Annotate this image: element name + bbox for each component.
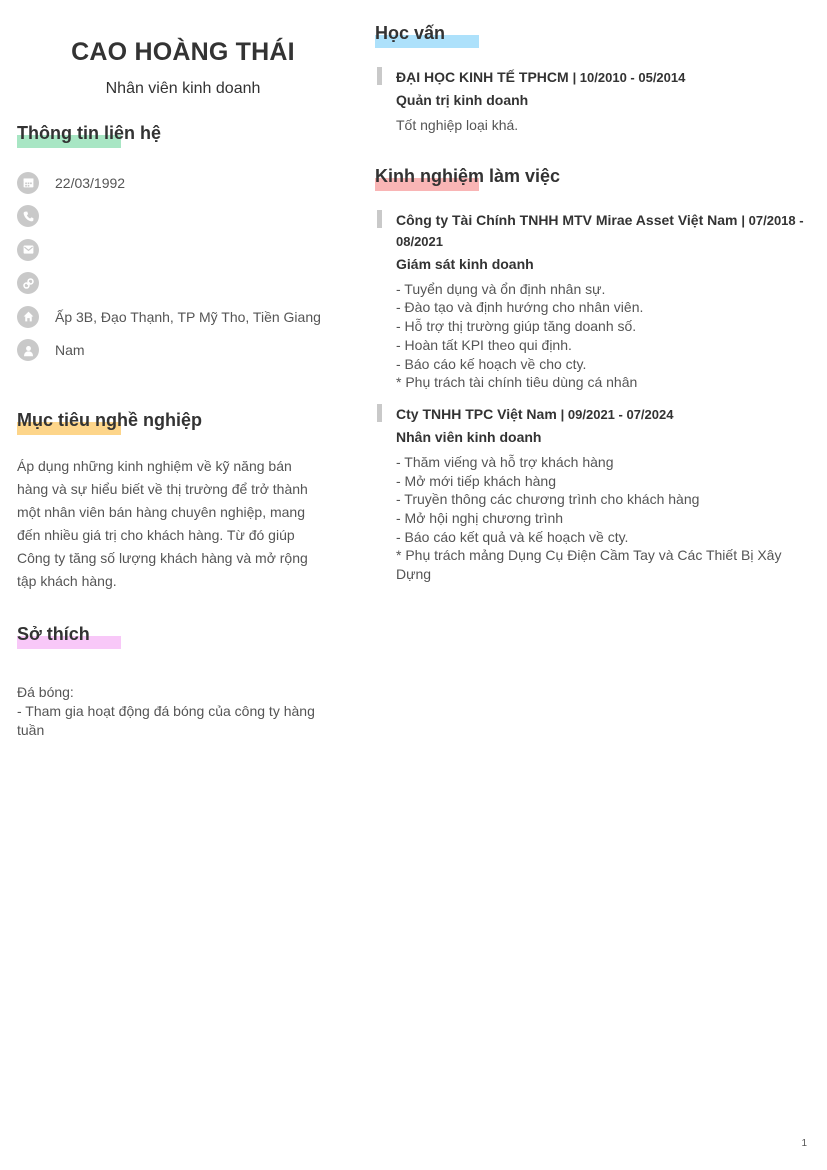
duty-line: - Đào tạo và định hướng cho nhân viên.: [396, 299, 644, 316]
school-name: ĐẠI HỌC KINH TẾ TPHCM: [396, 69, 569, 85]
phone-icon: [17, 205, 39, 227]
contact-address: [17, 300, 337, 334]
contact-birthday: [17, 166, 337, 200]
home-icon: [17, 306, 39, 328]
duty-line: - Tuyển dụng và ổn định nhân sự.: [396, 280, 606, 297]
contact-value: 22/03/1992: [55, 174, 126, 191]
education-entry: [375, 67, 805, 135]
company-name: Công ty Tài Chính TNHH MTV Mirae Asset Việt Nam: [396, 211, 738, 228]
contact-list: [17, 166, 337, 367]
entry-bar: [377, 404, 382, 422]
company-name: Cty TNHH TPC Việt Nam: [396, 405, 557, 422]
experience-entry: [375, 404, 805, 584]
education-dates: | 10/2010 - 05/2014: [572, 70, 686, 85]
contact-value: Ấp 3B, Đạo Thạnh, TP Mỹ Tho, Tiền Giang: [55, 308, 321, 325]
right-column: [375, 22, 805, 584]
duty-line: - Báo cáo kế hoạch về cho cty.: [396, 355, 587, 372]
experience-entry: [375, 210, 805, 392]
calendar-icon: [17, 172, 39, 194]
candidate-name: CAO HOÀNG THÁI: [71, 38, 295, 66]
objective-section-title: Mục tiêu nghề nghiệp: [17, 409, 202, 431]
contact-phone: [17, 200, 337, 234]
duty-line: - Mở mới tiếp khách hàng: [396, 472, 556, 489]
experience-role: Giám sát kinh doanh: [396, 255, 534, 272]
duty-line: - Thăm viếng và hỗ trợ khách hàng: [396, 453, 614, 470]
experience-dates: | 07/2018 - 08/2021: [396, 212, 804, 249]
page-number: 1: [801, 1138, 807, 1149]
duty-line: - Báo cáo kết quả và kế hoạch về cty.: [396, 528, 629, 545]
contact-section-title: Thông tin liên hệ: [17, 122, 161, 144]
experience-heading: [396, 404, 805, 425]
duty-line: - Truyền thông các chương trình cho khách hàng: [396, 491, 700, 508]
left-column: [17, 38, 337, 740]
experience-role: Nhân viên kinh doanh: [396, 428, 542, 445]
hobby-section-title: Sở thích: [17, 623, 90, 645]
experience-duties: [396, 280, 805, 392]
contact-email: [17, 233, 337, 267]
duty-line: - Hỗ trợ thị trường giúp tăng doanh số.: [396, 318, 637, 335]
email-icon: [17, 239, 39, 261]
duty-line: - Mở hội nghị chương trình: [396, 510, 564, 527]
entry-bar: [377, 67, 382, 85]
duty-line: * Phụ trách mảng Dụng Cụ Điện Cầm Tay và Các Thiết Bị Xây Dựng: [396, 547, 782, 583]
experience-section-title: Kinh nghiệm làm việc: [375, 165, 560, 187]
duty-line: * Phụ trách tài chính tiêu dùng cá nhân: [396, 374, 638, 391]
experience-heading: [396, 210, 805, 252]
education-note: Tốt nghiệp loại khá.: [396, 117, 519, 133]
user-icon: [17, 339, 39, 361]
education-heading: [396, 67, 805, 88]
entry-bar: [377, 210, 382, 228]
education-major: Quản trị kinh doanh: [396, 92, 529, 108]
contact-link: [17, 267, 337, 301]
hobby-text: Đá bóng: - Tham gia hoạt động đá bóng của công ty hàng tuần: [17, 684, 315, 738]
objective-text: Áp dụng những kinh nghiệm về kỹ năng bán hàng và sự hiểu biết về thị trường để trở thành một nhân viên bán hàng chuyên nghiệp, mang đến nhiều giá trị cho khách hàng. Từ đó giúp Công ty tăng số lượng khách hàng và mở rộng tập khách hàng.: [17, 458, 308, 589]
contact-value: Nam: [55, 342, 85, 359]
duty-line: - Hoàn tất KPI theo qui định.: [396, 336, 572, 353]
experience-dates: | 09/2021 - 07/2024: [560, 406, 674, 422]
candidate-position: Nhân viên kinh doanh: [105, 80, 261, 97]
contact-gender: [17, 334, 337, 368]
education-section-title: Học vấn: [375, 22, 445, 44]
experience-duties: [396, 453, 805, 584]
link-icon: [17, 272, 39, 294]
